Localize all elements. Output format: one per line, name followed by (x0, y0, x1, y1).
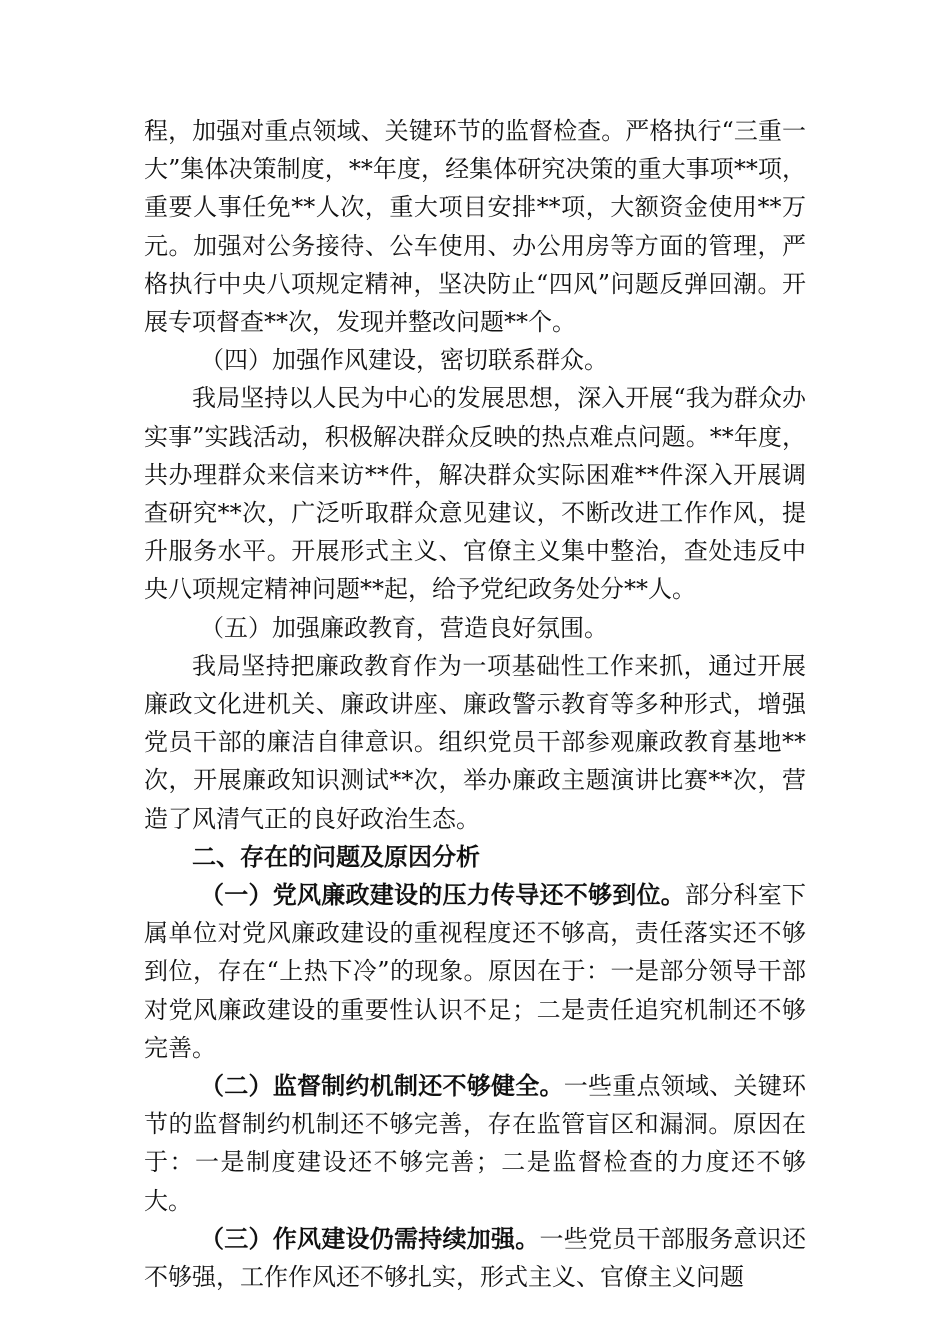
paragraph-continuation: 程，加强对重点领域、关键环节的监督检查。严格执行“三重一大”集体决策制度，**年度，经集体研究决策的重大事项**项，重要人事任免**人次，重大项目安排**项，大额资金使用**万元。加强对公务接待、公车使用、办公用房等方面的管理，严格执行中央八项规定精神，坚决防止“四风”问题反弹回潮。开展专项督查**次，发现并整改问题**个。 (144, 117, 806, 337)
problem-item-three (144, 1220, 806, 1296)
problem-item-one-text: 部分科室下属单位对党风廉政建设的重视程度还不够高，责任落实还不够到位，存在“上热下冷”的现象。原因在于：一是部分领导干部对党风廉政建设的重要性认识不足；二是责任追究机制还不够完善。 (144, 881, 806, 1062)
problem-item-two-text: 一些重点领域、关键环节的监督制约机制还不够完善，存在监管盲区和漏洞。原因在于：一是制度建设还不够完善；二是监督检查的力度还不够大。 (144, 1072, 806, 1215)
problem-item-three-text: 一些党员干部服务意识还不够强，工作作风还不够扎实，形式主义、官僚主义问题 (144, 1224, 806, 1292)
paragraph-work-style: 我局坚持以人民为中心的发展思想，深入开展“我为群众办实事”实践活动，积极解决群众反映的热点难点问题。**年度，共办理群众来信来访**件，解决群众实际困难**件深入开展调查研究**次，广泛听取群众意见建议，不断改进工作作风，提升服务水平。开展形式主义、官僚主义集中整治，查处违反中央八项规定精神问题**起，给予党纪政务处分**人。 (144, 384, 806, 604)
problem-item-two (144, 1067, 806, 1220)
document-body (144, 112, 806, 1296)
subheading-four: （四）加强作风建设，密切联系群众。 (200, 346, 608, 375)
paragraph-education: 我局坚持把廉政教育作为一项基础性工作来抓，通过开展廉政文化进机关、廉政讲座、廉政警示教育等多种形式，增强党员干部的廉洁自律意识。组织党员干部参观廉政教育基地**次，开展廉政知识测试**次，举办廉政主题演讲比赛**次，营造了风清气正的良好政治生态。 (144, 651, 806, 833)
problem-item-two-lead: （二）监督制约机制还不够健全。 (200, 1071, 564, 1101)
subheading-five: （五）加强廉政教育，营造良好氛围。 (200, 613, 608, 642)
problem-item-one-lead: （一）党风廉政建设的压力传导还不够到位。 (200, 880, 685, 910)
problem-item-three-lead: （三）作风建设仍需持续加强。 (200, 1223, 540, 1253)
section-heading-problems: 二、存在的问题及原因分析 (192, 842, 480, 871)
problem-item-one (144, 876, 806, 1067)
